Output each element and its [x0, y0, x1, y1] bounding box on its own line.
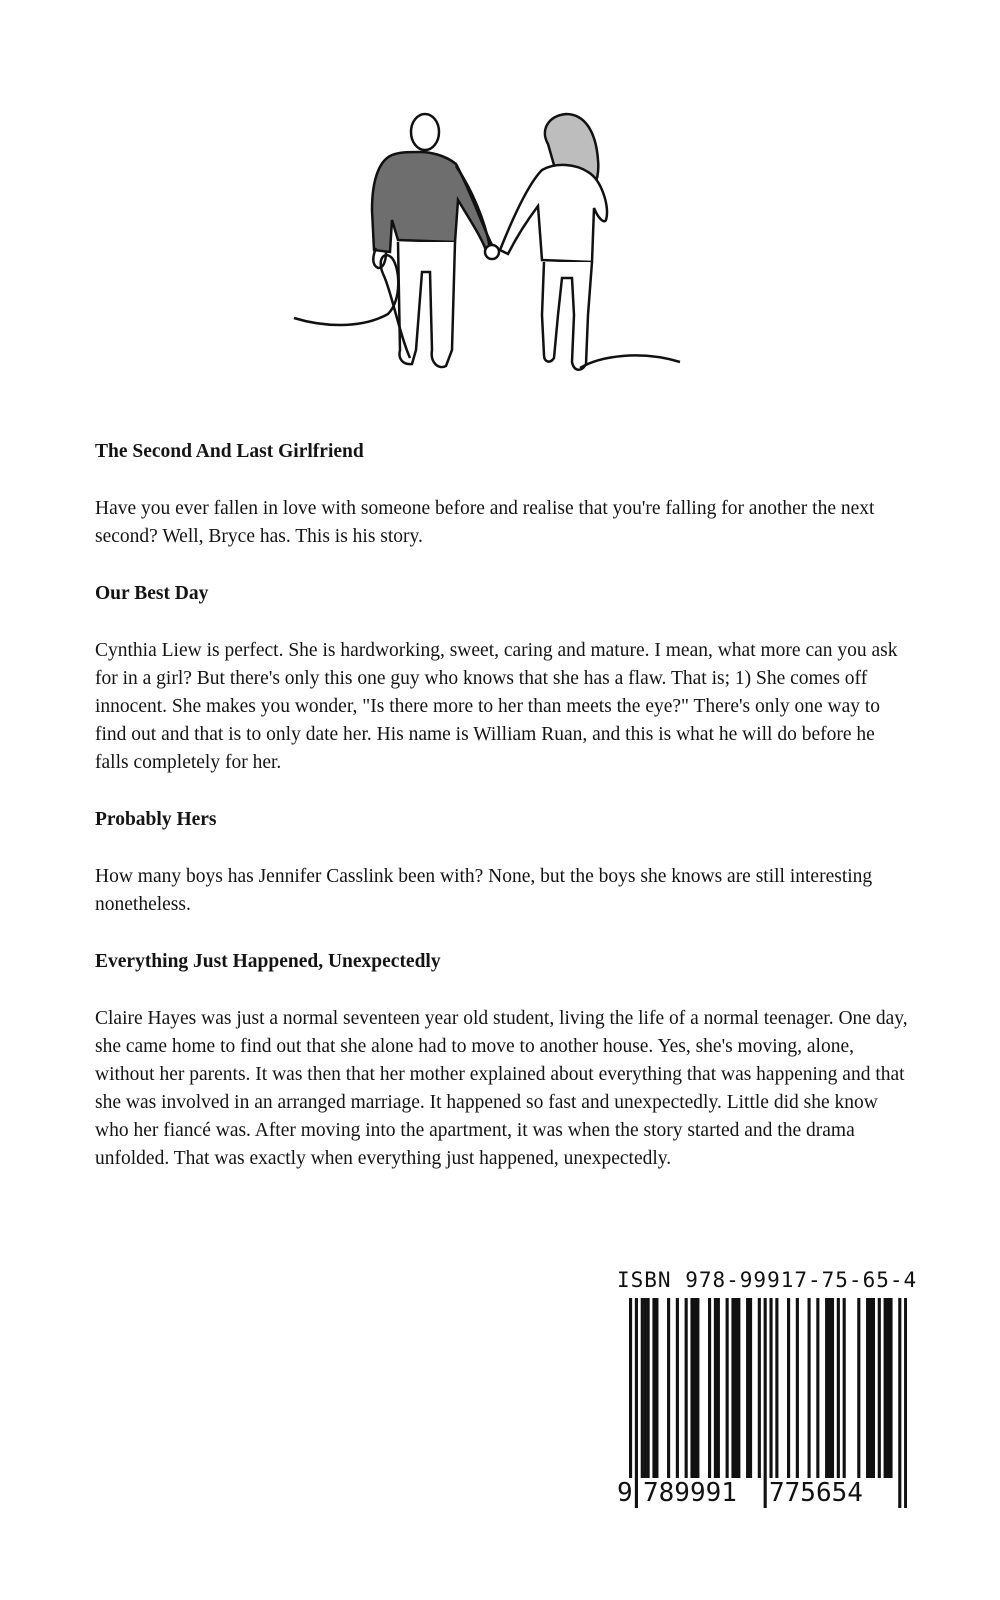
- barcode-bar: [726, 1298, 729, 1478]
- barcode-bar: [647, 1298, 650, 1478]
- barcode-bar: [828, 1298, 831, 1478]
- barcode-first-digit: 9: [617, 1478, 633, 1508]
- barcode-bar: [775, 1298, 778, 1478]
- ground-line: [294, 255, 410, 358]
- barcode-bar: [764, 1298, 767, 1508]
- description-content: [95, 438, 910, 1202]
- barcode-bar: [696, 1298, 699, 1478]
- isbn-barcode: [617, 1298, 907, 1508]
- barcode-bar: [641, 1298, 644, 1478]
- section-title-2: Our Best Day: [95, 583, 209, 604]
- barcode-bar: [843, 1298, 846, 1478]
- barcode-bar: [831, 1298, 834, 1478]
- barcode-bar: [667, 1298, 670, 1478]
- barcode-bar: [655, 1298, 658, 1478]
- barcode-bar: [749, 1298, 752, 1478]
- barcode-bar: [734, 1298, 737, 1478]
- ground-line-right: [580, 355, 680, 368]
- barcode-bar: [878, 1298, 881, 1478]
- barcode-bar: [787, 1298, 790, 1478]
- barcode-bar: [629, 1298, 632, 1508]
- section-text-1: Have you ever fallen in love with someone before and realise that you're falling for another the next second? Well, Bryce has. This is his story.: [95, 498, 875, 547]
- barcode-bar: [644, 1298, 647, 1478]
- barcode-bar: [884, 1298, 887, 1478]
- barcode-bar: [825, 1298, 828, 1478]
- barcode-bar: [652, 1298, 655, 1478]
- barcode-right-group: 775654: [769, 1478, 863, 1508]
- section-title-4: Everything Just Happened, Unexpectedly: [95, 951, 441, 972]
- barcode-bar: [816, 1298, 819, 1478]
- barcode-bar: [685, 1298, 688, 1478]
- barcode-bar: [898, 1298, 901, 1508]
- barcode-bar: [690, 1298, 693, 1478]
- barcode-bar: [635, 1298, 638, 1508]
- section-title-3: Probably Hers: [95, 809, 217, 830]
- barcode-bar: [796, 1298, 799, 1478]
- barcode-bar: [746, 1298, 749, 1478]
- barcode-bar: [857, 1298, 860, 1478]
- barcode-bar: [869, 1298, 872, 1478]
- section-title-1: The Second And Last Girlfriend: [95, 441, 364, 462]
- barcode-bar: [717, 1298, 720, 1478]
- barcode-bar: [889, 1298, 892, 1478]
- barcode-bar: [904, 1298, 907, 1508]
- barcode-bar: [708, 1298, 711, 1478]
- barcode-bar: [837, 1298, 840, 1478]
- section-text-3: How many boys has Jennifer Casslink been with? None, but the boys she knows are still interesting nonetheless.: [95, 866, 873, 915]
- barcode-bar: [693, 1298, 696, 1478]
- man-sweater-shading: [372, 152, 492, 252]
- barcode-bar: [769, 1298, 772, 1508]
- barcode-bar: [714, 1298, 717, 1478]
- section-text-2: Cynthia Liew is perfect. She is hardworking, sweet, caring and mature. I mean, what more can you ask for in a girl? But there's only this one guy who knows that she has a flaw. That is; 1) She comes off innocent. She makes you wonder, "Is there more to her than meets the eye?" There's only one way to find out and that is to only date her. His name is William Ruan, and this is what he will do before he falls completely for her.: [95, 640, 898, 773]
- joined-hands: [485, 245, 499, 259]
- woman-legs: [542, 262, 592, 370]
- man-head: [411, 114, 439, 150]
- barcode-bar: [737, 1298, 740, 1478]
- barcode-bar: [887, 1298, 890, 1478]
- barcode-bar: [808, 1298, 811, 1478]
- isbn-label: ISBN 978-99917-75-65-4: [617, 1268, 918, 1292]
- woman-body: [500, 165, 607, 262]
- barcode-bar: [731, 1298, 734, 1478]
- barcode-bar: [866, 1298, 869, 1478]
- barcode-bar: [872, 1298, 875, 1478]
- barcode-bar: [676, 1298, 679, 1478]
- couple-holding-hands-illustration: [280, 100, 710, 420]
- barcode-bar: [758, 1298, 761, 1478]
- barcode-left-group: 789991: [643, 1478, 737, 1508]
- barcode-digits: [617, 1478, 907, 1512]
- section-text-4: Claire Hayes was just a normal seventeen year old student, living the life of a normal teenager. One day, she came home to find out that she alone had to move to another house. Yes, she's moving, alone, without her parents. It was then that her mother explained about everything that was happening and that she was involved in an arranged marriage. It happened so fast and unexpectedly. Little did she know who her fiancé was. After moving into the apartment, it was when the story started and the drama unfolded. That was exactly when everything just happened, unexpectedly.: [95, 1008, 908, 1169]
